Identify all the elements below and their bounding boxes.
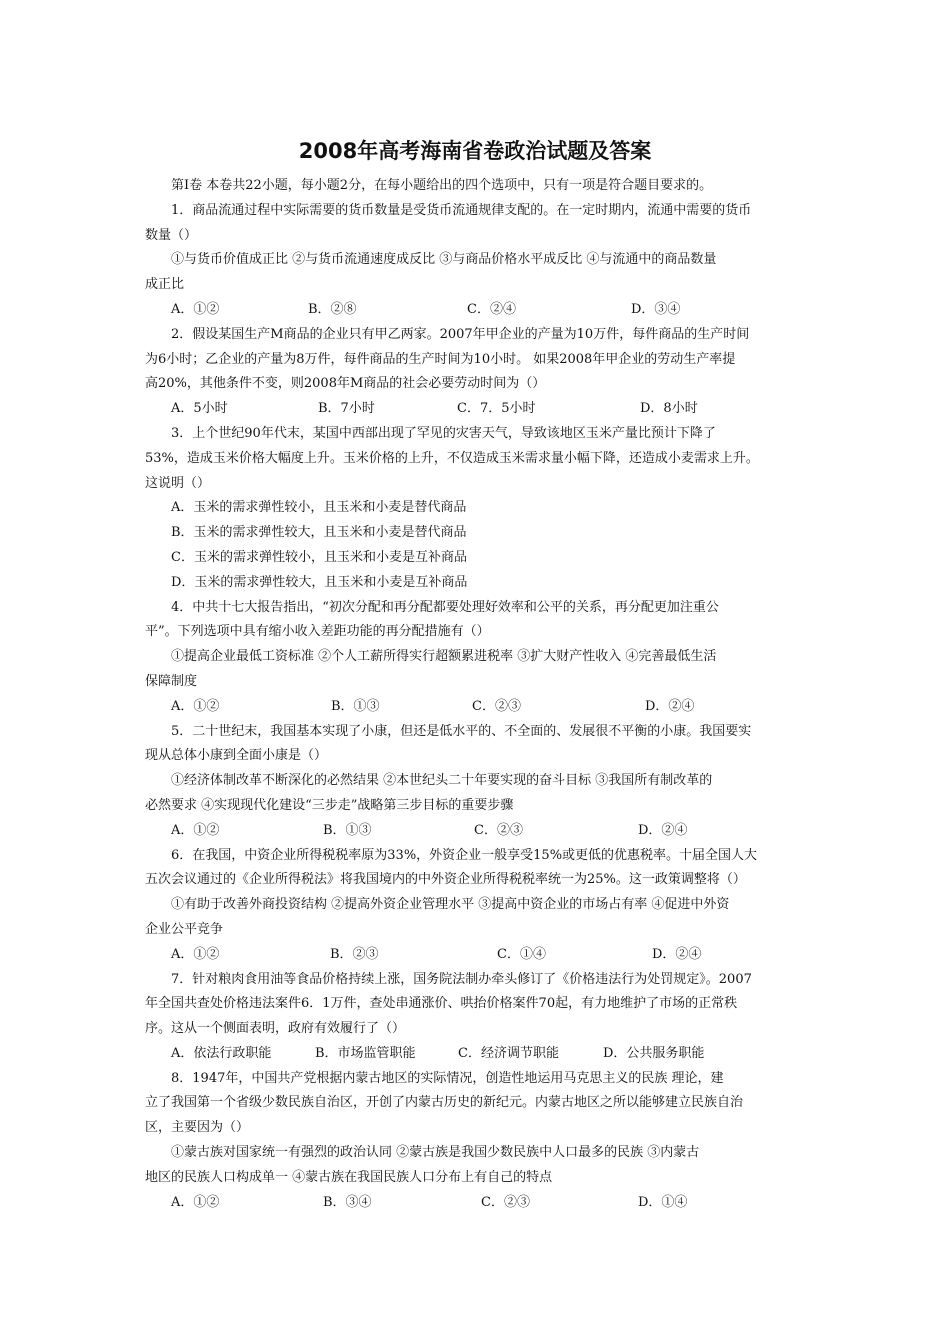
option-d: D．②④: [638, 822, 688, 838]
option-b: B．③④: [323, 1194, 372, 1210]
option-a: A．5小时: [171, 401, 228, 417]
option-a: A．①②: [171, 946, 220, 962]
question-stem-line: 8．1947年，中国共产党根据内蒙古地区的实际情况，创造性地运用马克思主义的民族 理论，建: [171, 1070, 724, 1086]
question-stem-line: 立了我国第一个省级少数民族自治区，开创了内蒙古历史的新纪元。内蒙古地区之所以能够建立民族自治: [145, 1095, 744, 1111]
option-b: B．市场监管职能: [315, 1045, 416, 1061]
question-4: [145, 596, 811, 720]
answer-options: [145, 943, 811, 968]
option-a: A．①②: [171, 301, 220, 317]
question-stem-line: 高20%，其他条件不变，则2008年M商品的社会必要劳动时间为（）: [145, 376, 546, 392]
question-stem-line: 数量（）: [145, 227, 198, 243]
option-b: B．①③: [331, 698, 380, 714]
question-stem-line: 区，主要因为（）: [145, 1120, 250, 1136]
question-7: [145, 968, 811, 1067]
section-intro: 第Ⅰ卷 本卷共22小题，每小题2分，在每小题给出的四个选项中，只有一项是符合题目要求的。: [171, 178, 713, 193]
question-stem-line: 6．在我国，中资企业所得税税率原为33%，外资企业一般享受15%或更低的优惠税率。十届全国人大: [171, 847, 758, 863]
option-c: C．②③: [481, 1194, 530, 1210]
question-stem-line: 1．商品流通过程中实际需要的货币数量是受货币流通规律支配的。在一定时期内，流通中需要的货币: [171, 202, 752, 218]
option-d: D．8小时: [640, 401, 698, 417]
question-item-line: ①与货币价值成正比 ②与货币流通速度成反比 ③与商品价格水平成反比 ④与流通中的商品数量: [171, 252, 717, 268]
option-a: A．①②: [171, 698, 220, 714]
answer-options: [145, 397, 811, 422]
page-title: 2008年高考海南省卷政治试题及答案: [298, 139, 652, 163]
question-2: [145, 323, 811, 422]
answer-options: [145, 695, 811, 720]
choice-a: A．玉米的需求弹性较小，且玉米和小麦是替代商品: [171, 500, 467, 516]
answer-options: [145, 1042, 811, 1067]
question-item-line: ①有助于改善外商投资结构 ②提高外资企业管理水平 ③提高中资企业的市场占有率 ④促进中外资: [171, 897, 730, 913]
option-d: D．①④: [638, 1194, 688, 1210]
question-stem-line: 平”。下列选项中具有缩小收入差距功能的再分配措施有（）: [145, 624, 490, 640]
question-5: [145, 720, 811, 844]
question-stem-line: 这说明（）: [145, 475, 211, 491]
question-3: [145, 422, 811, 596]
option-d: D．②④: [652, 946, 702, 962]
option-a: A．依法行政职能: [171, 1045, 272, 1061]
question-stem-line: 五次会议通过的《企业所得税法》将我国境内的中外资企业所得税税率统一为25%。这一政策调整将（）: [145, 872, 746, 888]
question-item-line: 必然要求 ④实现现代化建设“三步走”战略第三步目标的重要步骤: [145, 797, 514, 813]
option-b: B．②⑧: [308, 301, 357, 317]
answer-options: [145, 819, 811, 844]
question-6: [145, 844, 811, 968]
option-c: C．经济调节职能: [458, 1045, 559, 1061]
question-stem-line: 序。这从一个侧面表明，政府有效履行了（）: [145, 1021, 406, 1037]
option-d: D．公共服务职能: [603, 1045, 705, 1061]
question-stem-line: 3．上个世纪90年代末，某国中西部出现了罕见的灾害天气，导致该地区玉米产量比预计下降了: [171, 425, 716, 441]
question-item-line: 地区的民族人口构成单一 ④蒙古族在我国民族人口分布上有自己的特点: [145, 1169, 553, 1185]
question-item-line: ①提高企业最低工资标准 ②个人工薪所得实行超额累进税率 ③扩大财产性收入 ④完善最低生活: [171, 649, 717, 665]
question-stem-line: 为6小时；乙企业的产量为8万件，每件商品的生产时间为10小时。 如果2008年甲企业的劳动生产率提: [145, 351, 736, 367]
question-8: [145, 1067, 811, 1216]
option-b: B．②③: [330, 946, 379, 962]
option-c: C．②④: [467, 301, 516, 317]
option-d: D．②④: [645, 698, 695, 714]
option-a: A．①②: [171, 1194, 220, 1210]
answer-options: [145, 298, 811, 323]
option-b: B．7小时: [318, 401, 375, 417]
choice-b: B．玉米的需求弹性较大，且玉米和小麦是替代商品: [171, 525, 467, 541]
option-d: D．③④: [631, 301, 681, 317]
question-item-line: 保障制度: [145, 673, 198, 689]
answer-options: [145, 1191, 811, 1216]
question-stem-line: 2．假设某国生产M商品的企业只有甲乙两家。2007年甲企业的产量为10万件，每件商品的生产时间: [171, 326, 750, 342]
question-stem-line: 53%，造成玉米价格大幅度上升。玉米价格的上升，不仅造成玉米需求量小幅下降，还造成小麦需求上升。: [145, 450, 759, 466]
choice-c: C．玉米的需求弹性较小，且玉米和小麦是互补商品: [171, 549, 467, 565]
option-c: C．②③: [474, 822, 523, 838]
document-body: [145, 174, 811, 1215]
question-stem-line: 5．二十世纪末，我国基本实现了小康，但还是低水平的、不全面的、发展很不平衡的小康。我国要实: [171, 723, 752, 739]
option-c: C．①④: [497, 946, 546, 962]
choice-d: D．玉米的需求弹性较大，且玉米和小麦是互补商品: [171, 574, 468, 590]
question-stem-line: 年全国共查处价格违法案件6．1万件，查处串通涨价、哄抬价格案件70起，有力地维护了市场的正常秩: [145, 996, 738, 1012]
question-stem-line: 7．针对粮肉食用油等食品价格持续上涨，国务院法制办牵头修订了《价格违法行为处罚规定》。2007: [171, 971, 752, 987]
question-stem-line: 4．中共十七大报告指出，“初次分配和再分配都要处理好效率和公平的关系，再分配更加注重公: [171, 599, 719, 615]
option-c: C．②③: [472, 698, 521, 714]
question-item-line: 企业公平竞争: [145, 921, 224, 937]
option-a: A．①②: [171, 822, 220, 838]
question-item-line: 成正比: [145, 277, 185, 293]
option-c: C．7．5小时: [457, 401, 536, 417]
question-stem-line: 现从总体小康到全面小康是（）: [145, 748, 328, 764]
option-b: B．①③: [323, 822, 372, 838]
question-item-line: ①经济体制改革不断深化的必然结果 ②本世纪头二十年要实现的奋斗目标 ③我国所有制改革的: [171, 773, 713, 789]
question-item-line: ①蒙古族对国家统一有强烈的政治认同 ②蒙古族是我国少数民族中人口最多的民族 ③内蒙古: [171, 1145, 700, 1161]
question-1: [145, 199, 811, 323]
